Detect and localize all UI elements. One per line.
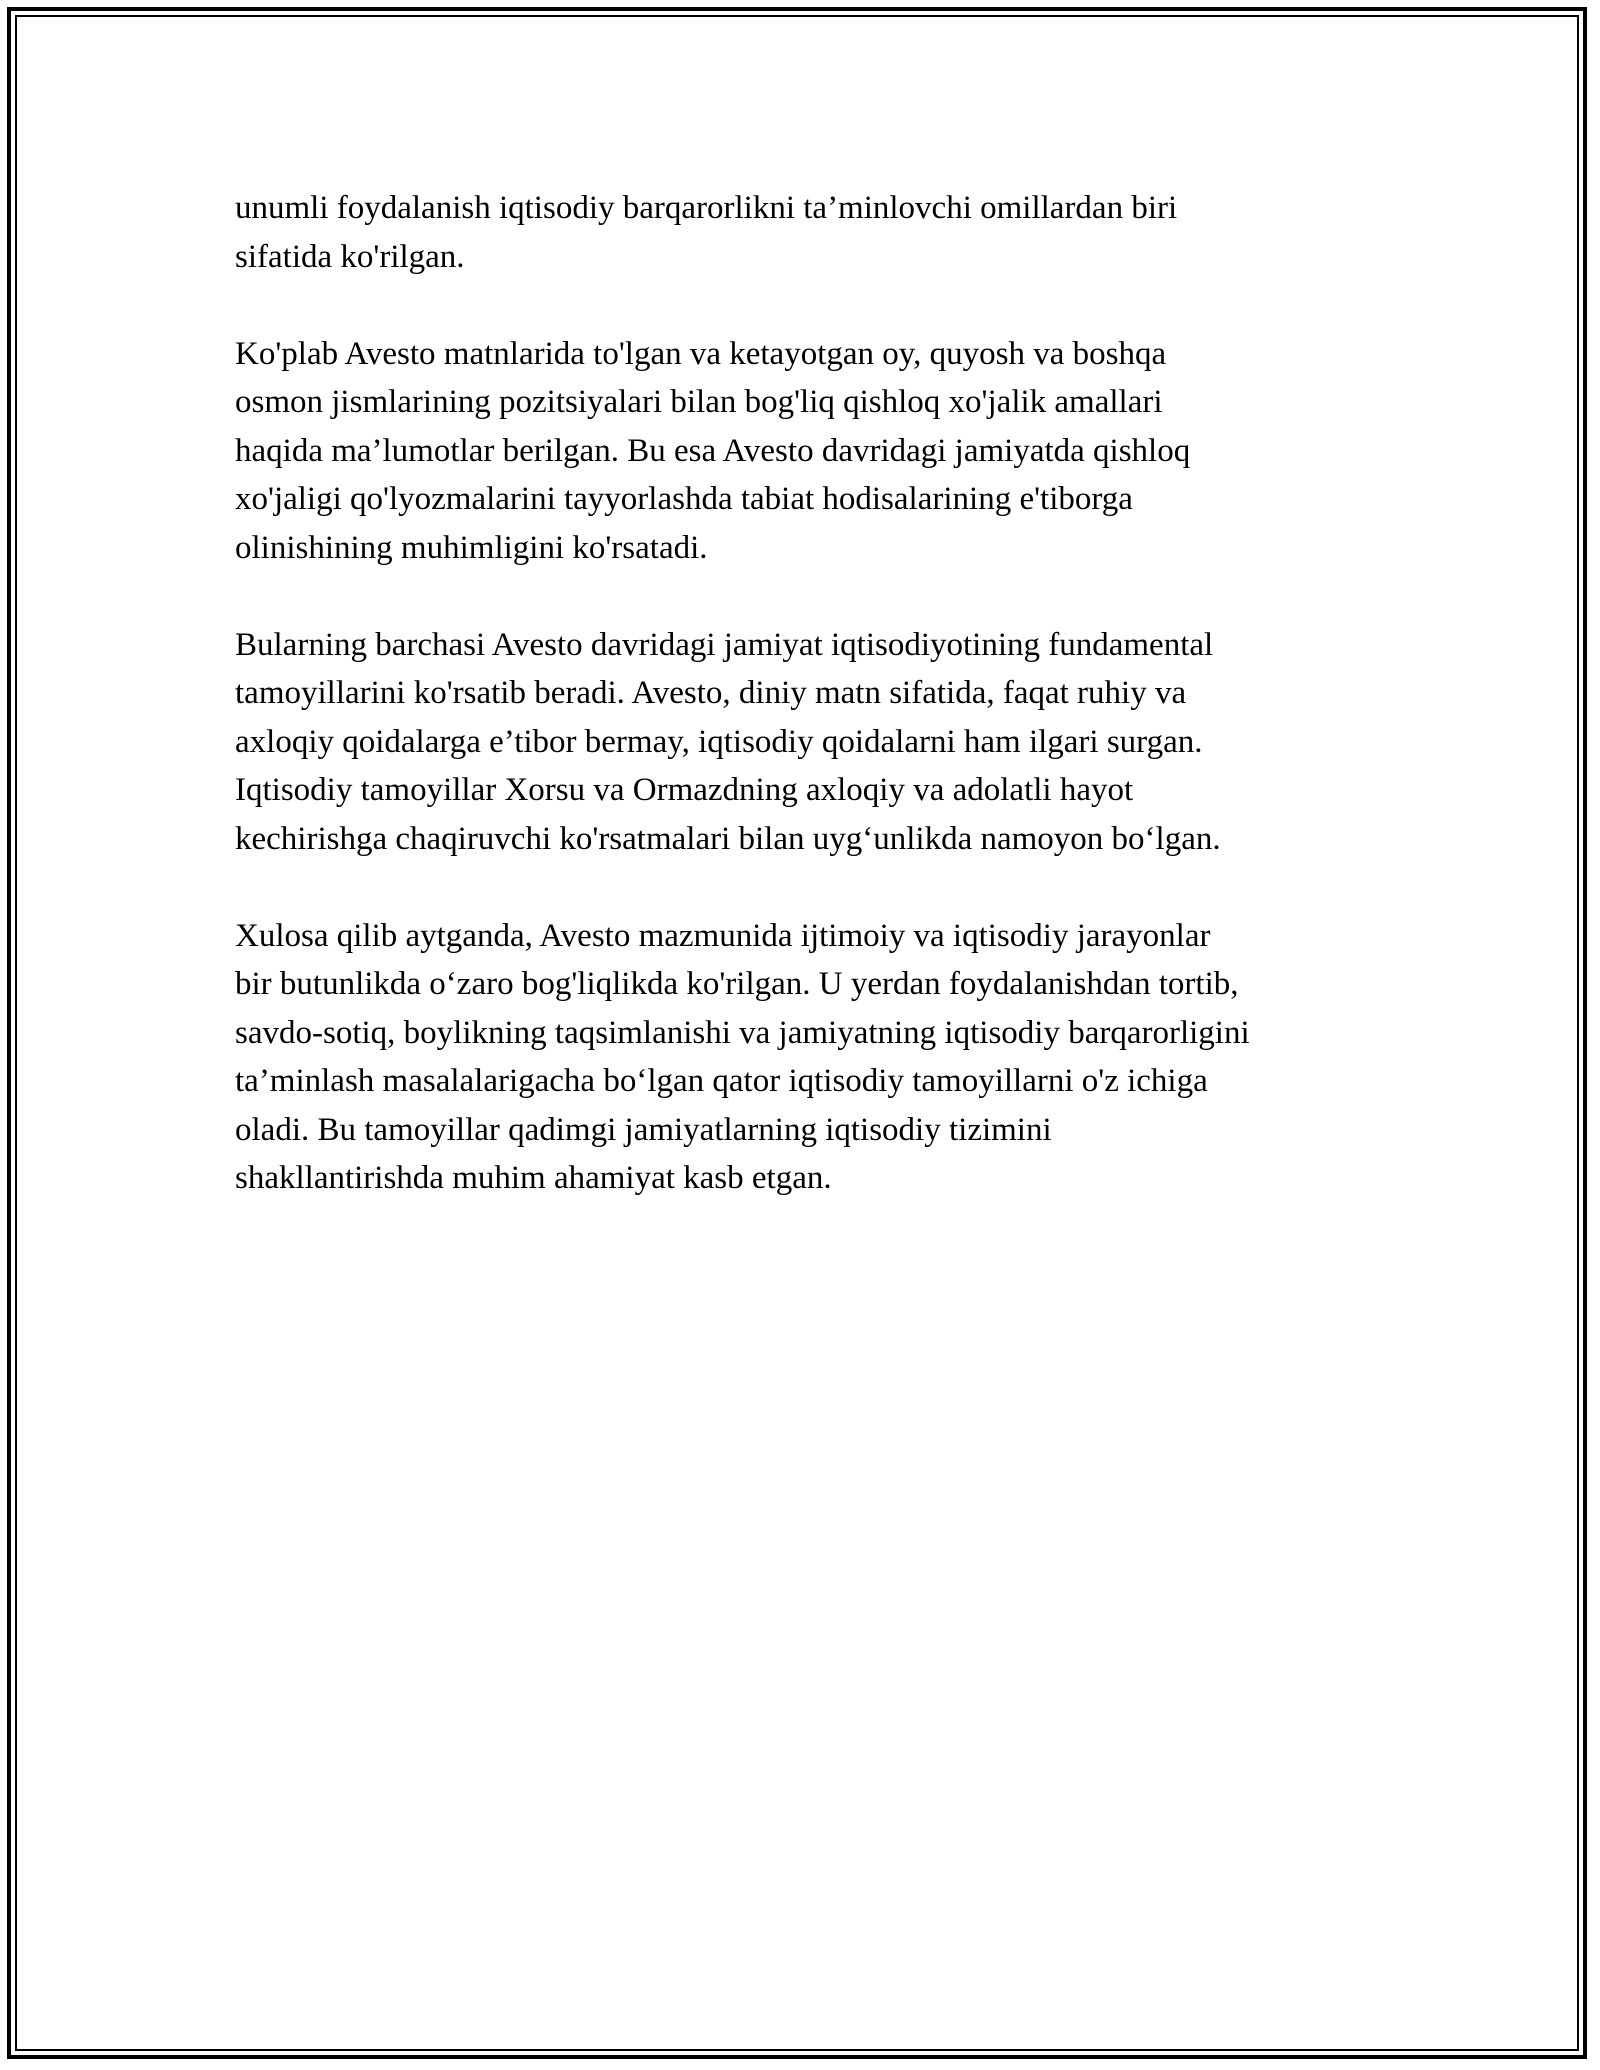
paragraph-4: Xulosa qilib aytganda, Avesto mazmunida ijtimoiy va iqtisodiy jarayonlar bir butunlikda o‘zaro bog'liqlikda ko'rilgan. U yerdan foydalanishdan tortib, savdo-sotiq, boylikning taqsimlanishi va jamiyatning iqtisodiy barqarorligini ta’minlash masalalarigacha bo‘lgan qator iqtisodiy tamoyillarni o'z ichiga oladi. Bu tamoyillar qadimgi jamiyatlarning iqtisodiy tizimini shakllantirishda muhim ahamiyat kasb etgan. xyxy=(235,917,1250,1196)
paragraph-2: Ko'plab Avesto matnlarida to'lgan va ketayotgan oy, quyosh va boshqa osmon jismlarining pozitsiyalari bilan bog'liq qishloq xo'jalik amallari haqida ma’lumotlar berilgan. Bu esa Avesto davridagi jamiyatda qishloq xo'jaligi qo'lyozmalarini tayyorlashda tabiat hodisalarining e'tiborga olinishining muhimligini ko'rsatadi. xyxy=(235,335,1191,566)
document-body xyxy=(235,184,1415,1203)
paragraph-3: Bularning barchasi Avesto davridagi jamiyat iqtisodiyotining fundamental tamoyillarini ko'rsatib beradi. Avesto, diniy matn sifatida, faqat ruhiy va axloqiy qoidalarga e’tibor bermay, iqtisodiy qoidalarni ham ilgari surgan. Iqtisodiy tamoyillar Xorsu va Ormazdning axloqiy va adolatli hayot kechirishga chaqiruvchi ko'rsatmalari bilan uyg‘unlikda namoyon bo‘lgan. xyxy=(235,626,1221,857)
paragraph-1: unumli foydalanish iqtisodiy barqarorlikni ta’minlovchi omillardan biri sifatida ko'rilgan. xyxy=(235,190,1178,275)
